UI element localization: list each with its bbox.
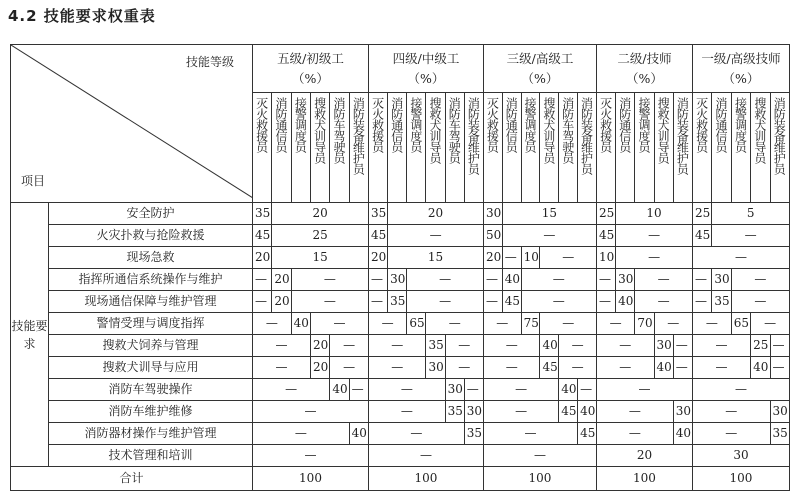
role-header [253, 93, 272, 203]
weight-cell: 30 [673, 401, 692, 423]
weight-cell: 15 [272, 247, 369, 269]
weight-cell: — [635, 291, 693, 313]
weight-cell: 25 [751, 335, 770, 357]
weight-cell: 10 [521, 247, 540, 269]
weight-cell: — [253, 423, 350, 445]
weight-cell: 35 [770, 423, 789, 445]
role-name: 灭火救援员 [370, 97, 385, 152]
weight-cell: — [521, 269, 596, 291]
weight-cell: — [596, 291, 615, 313]
weight-cell: — [253, 313, 292, 335]
role-name: 接警调度员 [408, 97, 423, 152]
weight-cell: — [426, 313, 484, 335]
corner-skill-level-label: 技能等级 [185, 55, 234, 69]
table-row [11, 423, 790, 445]
role-name: 消防车驾驶员 [331, 97, 346, 163]
weight-cell: 45 [253, 225, 272, 247]
weight-cell: — [445, 335, 483, 357]
weight-cell: — [483, 445, 596, 467]
weight-cell: — [369, 445, 484, 467]
role-header [616, 93, 635, 203]
role-header [673, 93, 692, 203]
role-header [369, 93, 388, 203]
table-row [11, 357, 790, 379]
weight-cell: — [559, 335, 597, 357]
weight-cell: — [692, 269, 711, 291]
role-name: 灭火救援员 [694, 97, 709, 152]
role-header [770, 93, 789, 203]
weight-cell: 65 [731, 313, 750, 335]
item-name: 指挥所通信系统操作与维护 [49, 269, 253, 291]
weight-cell: — [483, 313, 521, 335]
role-name: 消防车驾驶员 [560, 97, 575, 163]
role-name: 消防通信员 [389, 97, 404, 152]
weight-cell: 10 [596, 247, 615, 269]
role-header [731, 93, 750, 203]
weight-cell: 35 [369, 203, 388, 225]
level-header [692, 45, 789, 93]
weight-cell: 40 [578, 401, 597, 423]
weight-cell: 35 [445, 401, 464, 423]
weight-cell: 25 [272, 225, 369, 247]
weight-cell: — [770, 357, 789, 379]
weight-cell: 20 [483, 247, 502, 269]
weight-cell: — [369, 357, 426, 379]
weight-cell: — [369, 379, 446, 401]
weight-cell: 30 [464, 401, 483, 423]
role-name: 搜救犬训导员 [656, 97, 671, 163]
role-header [388, 93, 407, 203]
weight-cell: 40 [673, 423, 692, 445]
weight-cell: — [596, 379, 692, 401]
weight-cell: — [369, 291, 388, 313]
item-name: 消防器材操作与维护管理 [49, 423, 253, 445]
weight-cell: — [369, 423, 465, 445]
role-header [445, 93, 464, 203]
weight-cell: — [692, 291, 711, 313]
weight-cell: 45 [596, 225, 615, 247]
weight-cell: — [596, 313, 634, 335]
level-header [596, 45, 692, 93]
section-title: 4.2 技能要求权重表 [8, 7, 156, 25]
weight-cell: 20 [310, 335, 329, 357]
item-name: 现场急救 [49, 247, 253, 269]
role-name: 搜救犬训导员 [312, 97, 327, 163]
weight-cell: 45 [540, 357, 559, 379]
weight-cell: 20 [272, 269, 291, 291]
weight-cell: 35 [712, 291, 731, 313]
item-name: 火灾扑救与抢险救援 [49, 225, 253, 247]
total-value: 100 [483, 467, 596, 491]
role-name: 搜救犬训导员 [428, 97, 443, 163]
total-value: 100 [596, 467, 692, 491]
weight-cell: — [369, 401, 446, 423]
role-name: 灭火救援员 [598, 97, 613, 152]
level-header [253, 45, 369, 93]
weight-cell: 70 [635, 313, 654, 335]
weight-cell: — [369, 269, 388, 291]
weight-cell: — [291, 291, 368, 313]
item-name: 警情受理与调度指挥 [49, 313, 253, 335]
weight-cell: — [616, 225, 693, 247]
weight-cell: — [521, 291, 596, 313]
table-row [11, 225, 790, 247]
level-header [483, 45, 596, 93]
weight-cell: — [483, 357, 539, 379]
role-header [349, 93, 368, 203]
item-name: 搜救犬训导与应用 [49, 357, 253, 379]
role-header [578, 93, 597, 203]
role-header [751, 93, 770, 203]
weight-cell: — [310, 313, 368, 335]
weight-cell: — [692, 335, 750, 357]
percent-unit: （%） [521, 70, 559, 86]
weight-cell: 40 [349, 423, 368, 445]
weight-cell: 50 [483, 225, 502, 247]
role-header [330, 93, 349, 203]
weight-cell: — [330, 357, 369, 379]
level-name: 一级/高级技师 [701, 50, 781, 66]
role-name: 消防装备维护员 [466, 97, 481, 174]
weight-cell: — [596, 357, 654, 379]
role-header [654, 93, 673, 203]
role-name: 消防车驾驶员 [447, 97, 462, 163]
item-name: 现场通信保障与维护管理 [49, 291, 253, 313]
weight-cell: — [692, 423, 770, 445]
role-header [272, 93, 291, 203]
weight-cell: 20 [369, 247, 388, 269]
role-header [291, 93, 310, 203]
percent-unit: （%） [722, 70, 760, 86]
role-name: 消防装备维护员 [351, 97, 366, 174]
weight-cell: 45 [578, 423, 597, 445]
percent-unit: （%） [292, 70, 329, 86]
role-name: 接警调度员 [733, 97, 748, 152]
weight-cell: — [388, 225, 484, 247]
weight-cell: 40 [654, 357, 673, 379]
role-name: 消防通信员 [504, 97, 519, 152]
weight-cell: 30 [388, 269, 407, 291]
weight-cell: 10 [616, 203, 693, 225]
weight-cell: — [692, 401, 770, 423]
weight-cell: — [540, 247, 597, 269]
role-name: 接警调度员 [636, 97, 651, 152]
level-name: 五级/初级工 [277, 50, 344, 66]
weight-cell: — [673, 357, 692, 379]
weight-cell: 15 [502, 203, 596, 225]
weight-cell: 25 [596, 203, 615, 225]
weight-cell: 40 [559, 379, 578, 401]
weight-cell: — [464, 379, 483, 401]
weight-cell: 45 [502, 291, 521, 313]
item-name: 技术管理和培训 [49, 445, 253, 467]
table-row [11, 379, 790, 401]
weight-cell: 20 [272, 203, 369, 225]
weight-cell: — [751, 313, 790, 335]
weight-cell: — [369, 335, 426, 357]
weight-cell: — [253, 269, 272, 291]
weight-cell: — [291, 269, 368, 291]
weight-cell: 30 [692, 445, 789, 467]
weight-cell: 30 [616, 269, 635, 291]
weight-cell: 40 [616, 291, 635, 313]
weight-cell: — [483, 291, 502, 313]
role-name: 灭火救援员 [485, 97, 500, 152]
total-value: 100 [253, 467, 369, 491]
item-name: 搜救犬饲养与管理 [49, 335, 253, 357]
weight-cell: 25 [692, 203, 711, 225]
role-header [540, 93, 559, 203]
total-value: 100 [369, 467, 484, 491]
table-row [11, 203, 790, 225]
weight-cell: 75 [521, 313, 540, 335]
table-row [11, 247, 790, 269]
role-name: 搜救犬训导员 [541, 97, 556, 163]
weight-cell: — [673, 335, 692, 357]
role-header [712, 93, 731, 203]
weight-cell: — [635, 269, 693, 291]
weight-cell: — [253, 379, 330, 401]
role-name: 接警调度员 [523, 97, 538, 152]
weight-cell: — [616, 247, 693, 269]
weight-cell: — [596, 401, 673, 423]
weight-cell: — [253, 445, 369, 467]
weight-cell: 30 [654, 335, 673, 357]
weight-cell: — [578, 379, 597, 401]
weight-cell: 20 [272, 291, 291, 313]
item-name: 消防车维护维修 [49, 401, 253, 423]
table-row [11, 401, 790, 423]
weight-cell: — [692, 357, 750, 379]
weight-cell: — [483, 423, 577, 445]
weight-cell: — [253, 335, 311, 357]
weight-cell: 40 [540, 335, 559, 357]
percent-unit: （%） [407, 70, 445, 86]
weight-cell: 30 [445, 379, 464, 401]
role-header [426, 93, 445, 203]
weight-cell: — [445, 357, 483, 379]
weight-cell: — [596, 269, 615, 291]
role-header [483, 93, 502, 203]
table-row [11, 313, 790, 335]
weight-cell: — [483, 401, 558, 423]
weight-cell: — [253, 357, 311, 379]
level-name: 二级/技师 [617, 50, 672, 66]
table-row [11, 291, 790, 313]
total-row [11, 467, 790, 491]
role-header [464, 93, 483, 203]
weight-cell: 40 [502, 269, 521, 291]
weight-cell: 65 [407, 313, 426, 335]
weight-cell: 35 [426, 335, 445, 357]
table-row [11, 445, 790, 467]
weight-cell: — [596, 335, 654, 357]
total-label: 合计 [11, 467, 253, 491]
weight-cell: — [253, 401, 369, 423]
role-name: 灭火救援员 [254, 97, 269, 152]
weight-cell: 30 [426, 357, 445, 379]
weight-cell: — [502, 247, 521, 269]
role-name: 消防通信员 [714, 97, 729, 152]
weight-cell: — [692, 313, 731, 335]
table-row [11, 269, 790, 291]
role-name: 消防装备维护员 [579, 97, 594, 174]
weight-cell: 45 [369, 225, 388, 247]
role-header [596, 93, 615, 203]
item-name: 安全防护 [49, 203, 253, 225]
group-label: 技能要求 [11, 203, 49, 467]
weight-cell: — [770, 335, 789, 357]
weight-cell: 35 [388, 291, 407, 313]
percent-unit: （%） [626, 70, 663, 86]
weight-cell: 45 [559, 401, 578, 423]
weight-cell: — [654, 313, 692, 335]
weight-cell: — [369, 313, 407, 335]
weight-cell: 35 [253, 203, 272, 225]
weight-cell: — [559, 357, 597, 379]
role-name: 消防装备维护员 [675, 97, 690, 174]
weight-cell: — [349, 379, 368, 401]
weight-cell: 30 [712, 269, 731, 291]
role-header [502, 93, 521, 203]
weight-cell: — [502, 225, 596, 247]
role-name: 搜救犬训导员 [752, 97, 767, 163]
role-header [521, 93, 540, 203]
weight-cell: 40 [751, 357, 770, 379]
weight-cell: 30 [483, 203, 502, 225]
weight-cell: — [330, 335, 369, 357]
weight-cell: 45 [692, 225, 711, 247]
skill-weight-table [10, 44, 790, 491]
weight-cell: 30 [770, 401, 789, 423]
weight-cell: 35 [464, 423, 483, 445]
item-name: 消防车驾驶操作 [49, 379, 253, 401]
weight-cell: 40 [330, 379, 349, 401]
role-header [559, 93, 578, 203]
level-header [369, 45, 484, 93]
weight-cell: — [596, 423, 673, 445]
total-value: 100 [692, 467, 789, 491]
weight-cell: 20 [388, 203, 484, 225]
weight-cell: 20 [596, 445, 692, 467]
weight-cell: — [407, 269, 484, 291]
level-name: 三级/高级工 [506, 50, 574, 66]
weight-cell: 20 [310, 357, 329, 379]
weight-cell: — [407, 291, 484, 313]
weight-cell: 20 [253, 247, 272, 269]
role-header [692, 93, 711, 203]
role-name: 消防通信员 [617, 97, 632, 152]
weight-cell: — [483, 269, 502, 291]
role-header [407, 93, 426, 203]
weight-cell: — [483, 379, 558, 401]
level-name: 四级/中级工 [392, 50, 460, 66]
role-name: 消防通信员 [273, 97, 288, 152]
weight-cell: 15 [388, 247, 484, 269]
corner-item-label: 项目 [21, 174, 46, 188]
weight-cell: — [731, 291, 789, 313]
table-row [11, 335, 790, 357]
weight-cell: — [483, 335, 539, 357]
weight-cell: 40 [291, 313, 310, 335]
weight-cell: — [692, 379, 789, 401]
weight-cell: — [540, 313, 597, 335]
role-header [635, 93, 654, 203]
weight-cell: — [731, 269, 789, 291]
weight-cell: — [692, 247, 789, 269]
role-name: 接警调度员 [293, 97, 308, 152]
corner-header [11, 45, 253, 203]
weight-cell: — [712, 225, 790, 247]
weight-cell: 5 [712, 203, 790, 225]
role-header [310, 93, 329, 203]
role-name: 消防装备维护员 [772, 97, 787, 174]
weight-cell: — [253, 291, 272, 313]
